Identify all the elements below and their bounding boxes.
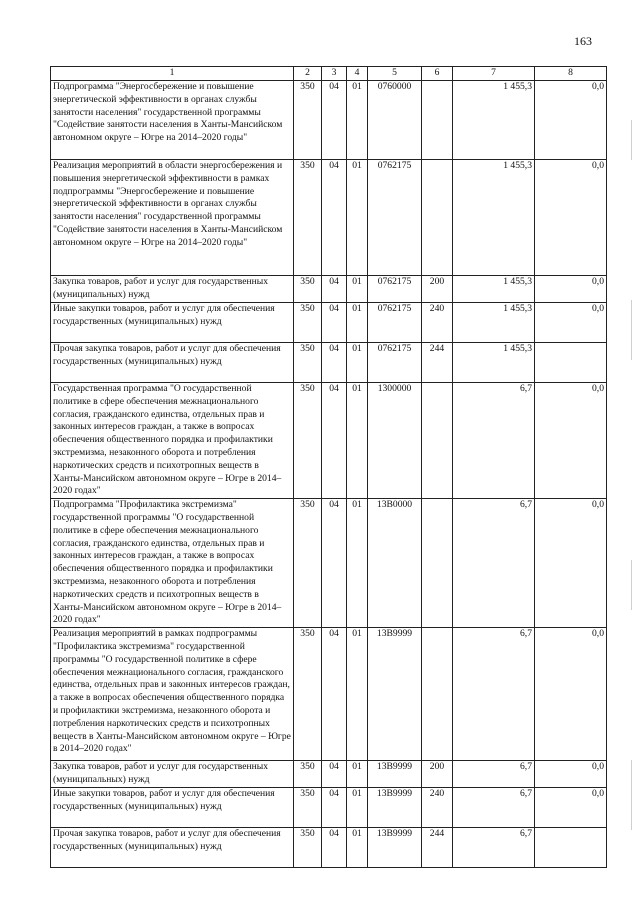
row-subsection-code: 01 (347, 160, 368, 276)
table-row (51, 788, 607, 828)
row-name: Иные закупки товаров, работ и услуг для обеспечения государственных (муниципальных) нужд (51, 303, 294, 343)
page-number: 163 (574, 34, 592, 48)
header-row (51, 67, 607, 81)
table-row (51, 761, 607, 788)
row-subsection-code: 01 (347, 828, 368, 868)
row-expense-type: 200 (422, 276, 453, 303)
row-ministry-code: 350 (294, 628, 322, 761)
row-section-code: 04 (322, 276, 347, 303)
row-amount: 1 455,3 (453, 81, 535, 160)
row-name: Закупка товаров, работ и услуг для государственных (муниципальных) нужд (51, 276, 294, 303)
table-row (51, 383, 607, 499)
row-target-article: 0760000 (368, 81, 422, 160)
row-section-code: 04 (322, 343, 347, 383)
row-amount-2: 0,0 (535, 160, 607, 276)
row-target-article: 13В0000 (368, 499, 422, 628)
header-col-6: 6 (422, 67, 453, 81)
row-amount: 1 455,3 (453, 276, 535, 303)
row-subsection-code: 01 (347, 276, 368, 303)
row-amount: 6,7 (453, 628, 535, 761)
row-amount-2 (535, 828, 607, 868)
row-expense-type (422, 383, 453, 499)
row-section-code: 04 (322, 828, 347, 868)
table-row (51, 160, 607, 276)
row-amount: 6,7 (453, 828, 535, 868)
row-section-code: 04 (322, 628, 347, 761)
row-subsection-code: 01 (347, 761, 368, 788)
row-name: Закупка товаров, работ и услуг для государственных (муниципальных) нужд (51, 761, 294, 788)
row-name: Прочая закупка товаров, работ и услуг для обеспечения государственных (муниципальных) нужд (51, 343, 294, 383)
row-amount-2: 0,0 (535, 628, 607, 761)
scan-edge-shadow (631, 120, 632, 160)
row-section-code: 04 (322, 761, 347, 788)
row-subsection-code: 01 (347, 81, 368, 160)
row-expense-type (422, 81, 453, 160)
row-target-article: 0762175 (368, 303, 422, 343)
row-amount-2: 0,0 (535, 383, 607, 499)
row-target-article: 13В9999 (368, 761, 422, 788)
header-col-4: 4 (347, 67, 368, 81)
row-ministry-code: 350 (294, 160, 322, 276)
row-name: Реализация мероприятий в области энергосбережения и повышения энергетической эффективности в рамках подпрограммы "Энергосбережение и повышение энергетической эффективности в органах службы занятости населения" государственной программы "Содействие занятости населения в Ханты-Мансийском автономном округе – Югре на 2014–2020 годы" (51, 160, 294, 276)
row-target-article: 1300000 (368, 383, 422, 499)
row-subsection-code: 01 (347, 788, 368, 828)
header-col-2: 2 (294, 67, 322, 81)
row-ministry-code: 350 (294, 276, 322, 303)
row-expense-type (422, 160, 453, 276)
row-name: Подпрограмма "Профилактика экстремизма" государственной программы "О государственной политике в сфере обеспечения межнационального согласия, гражданского единства, отдельных прав и законных интересов граждан, а также в вопросах обеспечения общественного порядка и профилактики экстремизма, незаконного оборота и потребления наркотических средств и психотропных веществ в Ханты-Мансийском автономном округе – Югре в 2014–2020 годах" (51, 499, 294, 628)
row-expense-type: 244 (422, 343, 453, 383)
header-col-7: 7 (453, 67, 535, 81)
table-row (51, 628, 607, 761)
row-expense-type: 244 (422, 828, 453, 868)
row-name: Реализация мероприятий в рамках подпрограммы "Профилактика экстремизма" государственной программы "О государственной политике в сфере обеспечения межнационального согласия, гражданского единства, отдельных прав и законных интересов граждан, а также в вопросах обеспечения общественного порядка и профилактики экстремизма, незаконного оборота и потребления наркотических средств и психотропных веществ в Ханты-Мансийском автономном округе – Югре в 2014–2020 годах" (51, 628, 294, 761)
row-expense-type (422, 628, 453, 761)
row-subsection-code: 01 (347, 499, 368, 628)
row-ministry-code: 350 (294, 383, 322, 499)
row-name: Иные закупки товаров, работ и услуг для обеспечения государственных (муниципальных) нужд (51, 788, 294, 828)
row-amount-2: 0,0 (535, 499, 607, 628)
row-expense-type: 240 (422, 788, 453, 828)
scan-edge-shadow (631, 300, 632, 360)
budget-table (50, 66, 607, 868)
row-amount-2: 0,0 (535, 81, 607, 160)
table-row (51, 303, 607, 343)
table-row (51, 81, 607, 160)
table-row (51, 276, 607, 303)
row-target-article: 0762175 (368, 343, 422, 383)
row-subsection-code: 01 (347, 303, 368, 343)
header-col-1: 1 (51, 67, 294, 81)
row-ministry-code: 350 (294, 343, 322, 383)
scan-edge-shadow (631, 760, 632, 830)
row-section-code: 04 (322, 160, 347, 276)
row-name: Прочая закупка товаров, работ и услуг для обеспечения государственных (муниципальных) нужд (51, 828, 294, 868)
row-amount-2: 0,0 (535, 761, 607, 788)
row-section-code: 04 (322, 383, 347, 499)
row-section-code: 04 (322, 788, 347, 828)
row-expense-type: 200 (422, 761, 453, 788)
scan-edge-shadow (631, 560, 632, 610)
row-target-article: 13В9999 (368, 788, 422, 828)
row-amount-2: 0,0 (535, 788, 607, 828)
row-amount: 6,7 (453, 499, 535, 628)
row-amount: 6,7 (453, 788, 535, 828)
row-amount: 6,7 (453, 383, 535, 499)
row-amount: 6,7 (453, 761, 535, 788)
table-row (51, 343, 607, 383)
row-amount-2: 0,0 (535, 303, 607, 343)
header-col-8: 8 (535, 67, 607, 81)
row-amount-2: 0,0 (535, 276, 607, 303)
row-subsection-code: 01 (347, 343, 368, 383)
table-row (51, 499, 607, 628)
row-target-article: 0762175 (368, 276, 422, 303)
row-expense-type: 240 (422, 303, 453, 343)
row-section-code: 04 (322, 303, 347, 343)
header-col-5: 5 (368, 67, 422, 81)
row-target-article: 13В9999 (368, 628, 422, 761)
row-name: Подпрограмма "Энергосбережение и повышение энергетической эффективности в органах службы занятости населения" государственной программы "Содействие занятости населения в Ханты-Мансийском автономном округе – Югре на 2014–2020 годы" (51, 81, 294, 160)
row-ministry-code: 350 (294, 788, 322, 828)
row-subsection-code: 01 (347, 383, 368, 499)
table-row (51, 828, 607, 868)
row-subsection-code: 01 (347, 628, 368, 761)
row-amount: 1 455,3 (453, 343, 535, 383)
row-ministry-code: 350 (294, 828, 322, 868)
row-name: Государственная программа "О государственной политике в сфере обеспечения межнационального согласия, гражданского единства, отдельных прав и законных интересов граждан, а также в вопросах обеспечения общественного порядка и профилактики экстремизма, незаконного оборота и потребления наркотических средств и психотропных веществ в Ханты-Мансийском автономном округе – Югре в 2014–2020 годах" (51, 383, 294, 499)
row-ministry-code: 350 (294, 499, 322, 628)
row-amount: 1 455,3 (453, 303, 535, 343)
row-amount-2 (535, 343, 607, 383)
row-ministry-code: 350 (294, 81, 322, 160)
row-target-article: 13В9999 (368, 828, 422, 868)
row-ministry-code: 350 (294, 303, 322, 343)
row-expense-type (422, 499, 453, 628)
row-section-code: 04 (322, 499, 347, 628)
row-amount: 1 455,3 (453, 160, 535, 276)
header-col-3: 3 (322, 67, 347, 81)
row-ministry-code: 350 (294, 761, 322, 788)
row-target-article: 0762175 (368, 160, 422, 276)
row-section-code: 04 (322, 81, 347, 160)
